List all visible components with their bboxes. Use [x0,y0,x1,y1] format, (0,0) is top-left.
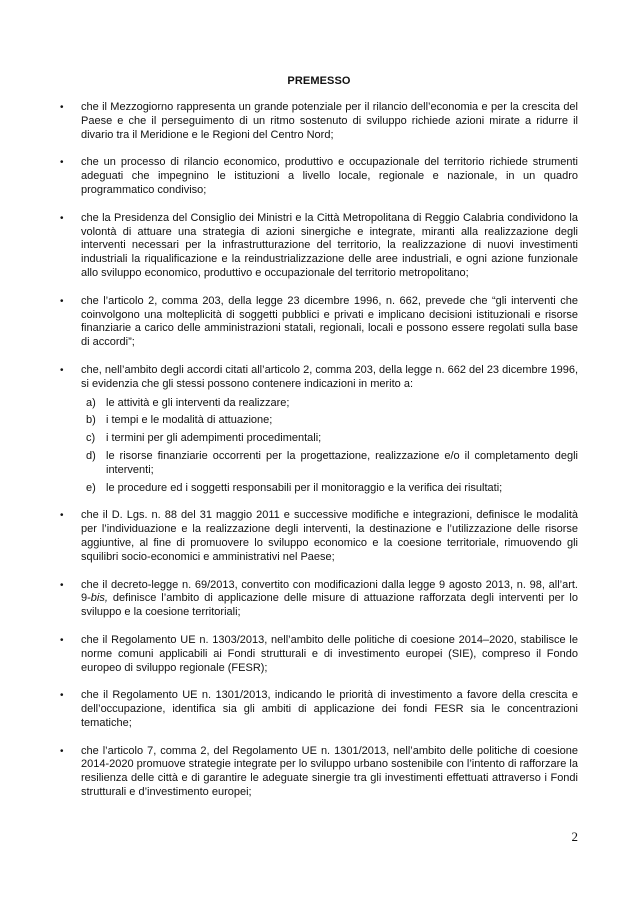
sub-list-text: le procedure ed i soggetti responsabili per il monitoraggio e la verifica dei risultati; [106,481,503,494]
list-item-text: che l’articolo 2, comma 203, della legge 23 dicembre 1996, n. 662, prevede che “gli interventi che coinvolgono una molteplicità di soggetti pubblici e privati e implicano decisioni istituzionali e risorse finanziarie a carico delle amministrazioni statali, regionali, locali e possono essere regolati sulla base di accordi”; [81,294,578,349]
bullet-icon: • [60,212,64,224]
sub-list-item [86,414,578,428]
bullet-icon: • [60,295,64,307]
sub-list-text: i tempi e le modalità di attuazione; [106,414,273,427]
bullet-icon: • [60,690,64,702]
list-item-text [81,579,578,619]
bullet-icon: • [60,510,64,522]
sub-list-text: i termini per gli adempimenti procedimentali; [106,432,322,445]
sub-list-marker: c) [86,432,96,445]
list-item [61,579,578,620]
sub-list-marker: d) [86,449,96,462]
list-item [61,364,578,495]
list-item-text: che il Regolamento UE n. 1303/2013, nell’ambito delle politiche di coesione 2014–2020, stabilisce le norme comuni applicabili ai Fondi strutturali e di investimento europei (SIE), compreso il Fondo europeo di sviluppo regionale (FESR); [81,633,578,674]
list-item [61,509,578,564]
sub-list-text: le risorse finanziarie occorrenti per la progettazione, realizzazione e/o il completamento degli interventi; [106,449,578,476]
list-item-text: che un processo di rilancio economico, produttivo e occupazionale del territorio richiede strumenti adeguati che impegnino le istituzioni a livello locale, regionale e nazionale, in un quadro programmatico condiviso; [81,156,578,196]
list-item [61,634,578,675]
bullet-icon: • [60,102,64,113]
list-item-text: che, nell’ambito degli accordi citati all’articolo 2, comma 203, della legge n. 662 del 23 dicembre 1996, si evidenzia che gli stessi possono contenere indicazioni in merito a: [81,363,578,390]
sub-list [81,397,578,496]
bullet-icon: • [60,745,64,757]
list-item-text-before: che il decreto-legge n. 69/2013, convertito con modificazioni dalla legge 9 agosto 2013, n. 98, all’art. 9- [81,578,578,605]
sub-list-item [86,397,578,411]
list-item [61,156,578,197]
list-item-text-after: definisce l’ambito di applicazione delle misure di attuazione rafforzata degli interventi per lo sviluppo e la coesione territoriali; [81,592,578,619]
list-item [61,295,578,350]
sub-list-item [86,450,578,478]
section-title: PREMESSO [287,75,351,87]
sub-list-item [86,432,578,446]
premises-list [61,101,578,814]
sub-list-marker: b) [86,414,96,427]
list-item [61,101,578,142]
list-item [61,689,578,730]
list-item-text: che il D. Lgs. n. 88 del 31 maggio 2011 e successive modifiche e integrazioni, definisce le modalità per l’individuazione e la realizzazione degli interventi, la destinazione e l’utilizzazione delle risorse aggiuntive, al fine di promuovere lo sviluppo economico e la coesione territoriale, rimuovendo gli squilibri socio-economici e amministrativi nel Paese; [81,509,578,563]
bullet-icon: • [60,364,64,376]
sub-list-marker: e) [86,481,96,494]
list-item [61,212,578,281]
list-item-text: che il Regolamento UE n. 1301/2013, indicando le priorità di investimento a favore della crescita e dell’occupazione, identifica sia gli ambiti di applicazione dei fondi FESR sia le concentrazioni tematiche; [81,689,578,729]
sub-list-item [86,482,578,496]
list-item [61,745,578,800]
bullet-icon: • [60,579,64,591]
sub-list-marker: a) [86,396,96,409]
page-number: 2 [571,829,578,844]
bullet-icon: • [60,634,64,646]
list-item-text: che la Presidenza del Consiglio dei Ministri e la Città Metropolitana di Reggio Calabria condividono la volontà di attuare una strategia di azioni sinergiche e integrate, miranti alla realizzazione degli interventi necessari per la infrastrutturazione del territorio, la realizzazione di nuovi investimenti industriali la riqualificazione e la reindustrializzazione delle aree industriali, e ogni azione funzionale allo sviluppo economico, produttivo e occupazionale del territorio metropolitano; [81,211,578,279]
bullet-icon: • [60,157,64,169]
list-item-text: che l’articolo 7, comma 2, del Regolamento UE n. 1301/2013, nell’ambito delle politiche di coesione 2014-2020 promuove strategie integrate per lo sviluppo urbano sostenibile con l’intento di rafforzare la resilienza delle città e di garantire le adeguate sinergie tra gli investimenti effettuati attraverso i Fondi strutturali e d’investimento europei; [81,744,578,799]
sub-list-text: le attività e gli interventi da realizzare; [106,396,290,409]
list-item-text: che il Mezzogiorno rappresenta un grande potenziale per il rilancio dell’economia e per la crescita del Paese e che il perseguimento di un ritmo sostenuto di sviluppo richiede azioni mirate a ridurre il divario tra il Meridione e le Regioni del Centro Nord; [81,101,578,141]
list-item-text-italic: bis, [90,592,108,605]
